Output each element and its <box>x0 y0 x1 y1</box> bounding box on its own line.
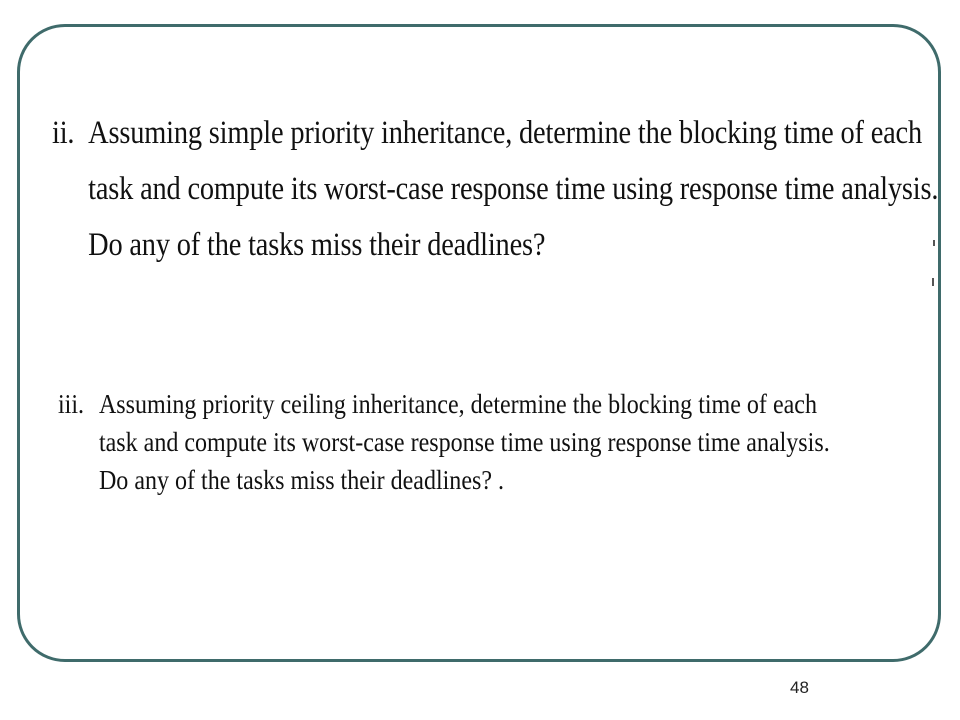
question-line: Do any of the tasks miss their deadlines? <box>88 227 546 263</box>
question-line: Assuming priority ceiling inheritance, determine the blocking time of each <box>98 389 817 419</box>
question-line: Assuming simple priority inheritance, determine the blocking time of each <box>88 115 923 151</box>
question-line: Do any of the tasks miss their deadlines? . <box>98 465 505 495</box>
question-iii <box>58 385 830 499</box>
question-text <box>99 385 830 499</box>
question-text <box>88 105 938 273</box>
scan-artifact-mark <box>933 240 935 246</box>
question-number: ii. <box>52 115 75 151</box>
page-number: 48 <box>790 678 809 697</box>
question-ii <box>52 105 938 273</box>
scan-artifact-mark <box>932 278 934 286</box>
question-number: iii. <box>58 389 85 419</box>
question-line: task and compute its worst-case response time using response time analysis. <box>98 427 830 457</box>
question-line: task and compute its worst-case response time using response time analysis. <box>88 171 939 207</box>
